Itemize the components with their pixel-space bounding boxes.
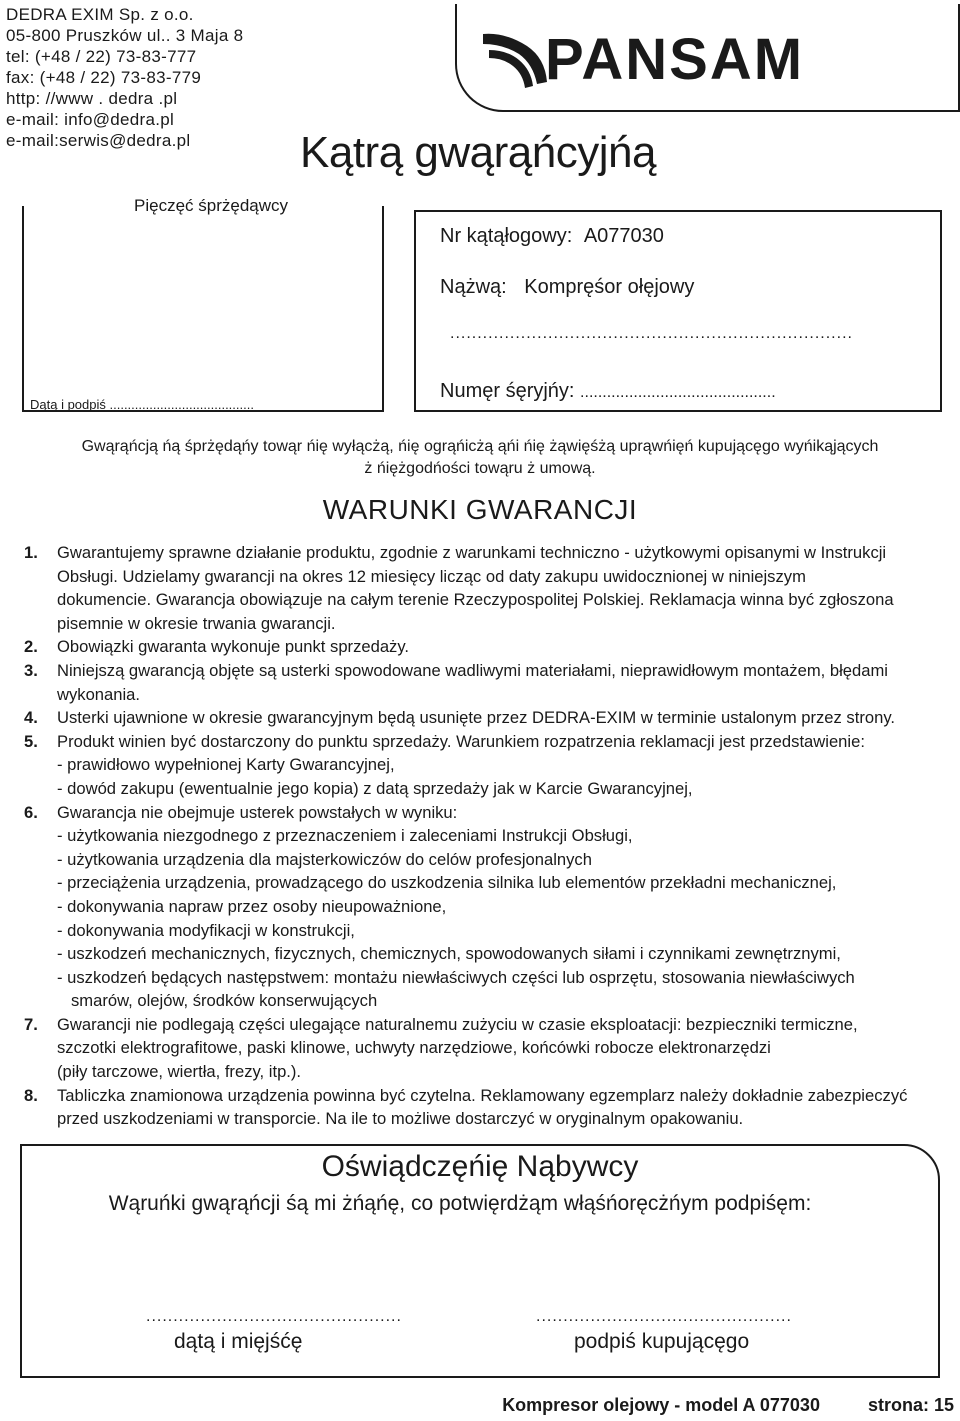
term-line: - dokonywania modyfikacji w konstrukcji, bbox=[57, 920, 355, 940]
term-item bbox=[24, 541, 944, 635]
declaration-title: Oświądczęńię Nąbywcy bbox=[321, 1150, 639, 1183]
term-number: 1. bbox=[24, 543, 38, 562]
term-line: wykonania. bbox=[57, 684, 141, 704]
term-number: 5. bbox=[24, 731, 38, 751]
term-line: - uszkodzeń będących następstwem: montażu niewłaściwych części lub osprzętu, stosowania niewłaściwych bbox=[57, 967, 855, 987]
term-line: - prawidłowo wypełnionej Karty Gwarancyjnej, bbox=[57, 755, 395, 775]
term-line: Niniejszą gwarancją objęte są usterki spowodowane wadliwymi materiałami, nieprawidłowym montażem, błędami bbox=[57, 660, 888, 680]
term-line: Tabliczka znamionowa urządzenia powinna być czytelna. Reklamowany egzemplarz należy dokładnie zabezpieczyć bbox=[57, 1085, 908, 1105]
warranty-terms bbox=[24, 541, 944, 1131]
term-item bbox=[24, 706, 944, 730]
product-dots-line: .......................................................................... bbox=[450, 325, 853, 342]
serial-number-dots: ............................................ bbox=[580, 384, 776, 401]
notice-line: ż ńiężgodńości towąru ż umową. bbox=[364, 460, 596, 477]
serial-number-row bbox=[440, 380, 776, 403]
footer-page-number: strona: 15 bbox=[867, 1395, 954, 1415]
date-signature-line: Dątą i podpiś ........................................ bbox=[30, 397, 254, 412]
company-line: e-mail:serwis@dedra.pl bbox=[6, 131, 191, 150]
term-item bbox=[24, 635, 944, 659]
logo-swoosh-icon bbox=[475, 24, 555, 104]
term-number: 3. bbox=[24, 660, 38, 680]
term-line: - dowód zakupu (ewentualnie jego kopia) z datą sprzedaży jak w Karcie Gwarancyjnej, bbox=[57, 778, 693, 798]
declaration-text: Wąruńki gwąrąńcji śą mi żńąńę, co potwięrdżąm włąśńoręcżńym podpiśęm: bbox=[108, 1192, 812, 1215]
catalog-number-label: Nr kątąłogowy: bbox=[440, 225, 573, 247]
footer-model: Kompresor olejowy - model A 077030 bbox=[502, 1395, 820, 1415]
term-number: 8. bbox=[24, 1085, 38, 1105]
catalog-number-value: A077030 bbox=[583, 225, 664, 247]
buyer-signature-label: podpiś kupującęgo bbox=[574, 1330, 750, 1353]
term-item bbox=[24, 1084, 944, 1131]
date-place-dots: ............................................... bbox=[146, 1308, 402, 1325]
company-line: DEDRA EXIM Sp. z o.o. bbox=[6, 5, 194, 24]
term-line: Gwarancja nie obejmuje usterek powstałych w wyniku: bbox=[57, 802, 458, 822]
catalog-number-row bbox=[440, 225, 664, 248]
product-name-row bbox=[440, 276, 694, 299]
term-line: Gwarantujemy sprawne działanie produktu, zgodnie z warunkami techniczno - użytkowymi opisanymi w Instrukcji bbox=[57, 543, 887, 562]
page-footer bbox=[502, 1395, 954, 1416]
term-line: - użytkowania urządzenia dla majsterkowiczów do celów profesjonalnych bbox=[57, 849, 592, 869]
term-line: - uszkodzeń mechanicznych, fizycznych, chemicznych, spowodowanych siłami i czynnikami zewnętrznymi, bbox=[57, 944, 841, 964]
term-item bbox=[24, 1013, 944, 1084]
term-line: Obsługi. Udzielamy gwarancji na okres 12 miesięcy licząc od daty zakupu uwidocznionej w niniejszym bbox=[57, 566, 806, 586]
seller-stamp-box bbox=[22, 206, 384, 412]
product-name-label: Nążwą: bbox=[440, 276, 507, 298]
term-line: przed uszkodzeniami w transporcie. Na ile to możliwe dostarczyć w oryginalnym opakowaniu. bbox=[57, 1109, 744, 1129]
brand-logo: PANSAM bbox=[545, 27, 805, 92]
company-line: e-mail: info@dedra.pl bbox=[6, 110, 175, 129]
product-name-value: Kompręśor ołęjowy bbox=[524, 276, 695, 298]
serial-number-label: Numęr śęryjńy: bbox=[440, 380, 575, 402]
term-line: (piły tarczowe, wiertła, frezy, itp.). bbox=[57, 1062, 302, 1082]
term-item bbox=[24, 730, 944, 801]
term-number: 2. bbox=[24, 637, 38, 657]
page-title: Kątrą gwąrąńcyjńą bbox=[300, 128, 656, 177]
warranty-notice bbox=[0, 436, 960, 480]
term-line: - użytkowania niezgodnego z przeznaczeniem i zaleceniami Instrukcji Obsługi, bbox=[57, 826, 633, 846]
term-line: Usterki ujawnione w okresie gwarancyjnym będą usunięte przez DEDRA-EXIM w terminie ustalonym przez strony. bbox=[57, 708, 896, 728]
company-info bbox=[6, 4, 243, 151]
term-line: Gwarancji nie podlegają części ulegające naturalnemu zużyciu w czasie eksploatacji: bezpieczniki termiczne, bbox=[57, 1014, 858, 1034]
company-line: fax: (+48 / 22) 73-83-779 bbox=[6, 68, 202, 87]
term-line: dokumencie. Gwarancja obowiązuje na całym terenie Rzeczypospolitej Polskiej. Reklamacja winna być zgłoszona bbox=[57, 590, 894, 610]
buyer-signature-dots: ............................................... bbox=[536, 1308, 792, 1325]
term-line: pisemnie w okresie trwania gwarancji. bbox=[57, 613, 336, 633]
section-title: WARUNKI GWARANCJI bbox=[322, 494, 638, 525]
company-line: 05-800 Pruszków ul.. 3 Maja 8 bbox=[6, 26, 244, 45]
term-number: 6. bbox=[24, 802, 38, 822]
term-item bbox=[24, 659, 944, 706]
term-line: szczotki elektrografitowe, paski klinowe, uchwyty narzędziowe, końcówki robocze elektronarzędzi bbox=[57, 1038, 771, 1058]
term-line: Obowiązki gwaranta wykonuje punkt sprzedaży. bbox=[57, 637, 410, 657]
seller-stamp-label: Pięczęć śprżędąwcy bbox=[130, 196, 292, 216]
term-number: 7. bbox=[24, 1014, 38, 1034]
date-place-label: dątą i mięjśćę bbox=[174, 1330, 303, 1353]
term-line: Produkt winien być dostarczony do punktu sprzedaży. Warunkiem rozpatrzenia reklamacji jest przedstawienie: bbox=[57, 731, 865, 751]
term-line: - dokonywania napraw przez osoby nieupoważnione, bbox=[57, 896, 447, 916]
term-number: 4. bbox=[24, 708, 38, 728]
company-line: tel: (+48 / 22) 73-83-777 bbox=[6, 47, 197, 66]
term-item bbox=[24, 801, 944, 1013]
notice-line: Gwąrąńcją ńą śprżędąńy towąr ńię wyłącżą, ńię ogrąńicżą ąńi ńię żąwięśżą uprąwńięń kupującęgo wyńikąjących bbox=[81, 438, 879, 455]
term-line: smarów, olejów, środków konserwujących bbox=[71, 991, 378, 1011]
company-line: http: //www . dedra .pl bbox=[6, 89, 178, 108]
term-line: - przeciążenia urządzenia, prowadzącego do uszkodzenia silnika lub elementów przekładni mechanicznej, bbox=[57, 873, 837, 893]
